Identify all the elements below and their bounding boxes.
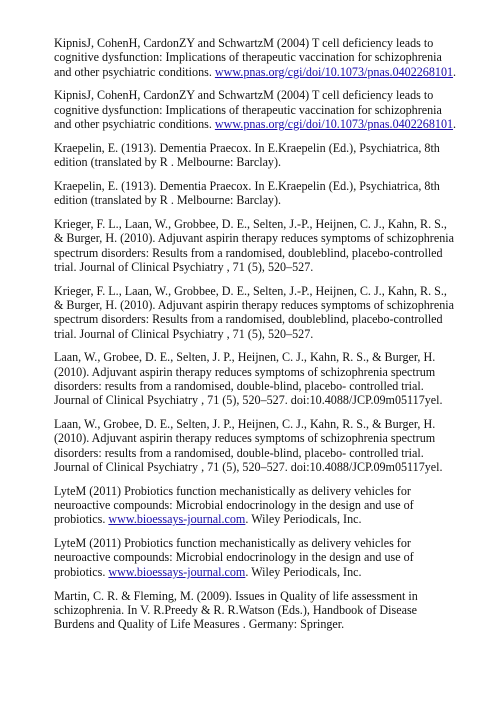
reference-line	[54, 217, 474, 231]
reference-line	[54, 231, 474, 245]
reference-text: disorders: results from a randomised, double-blind, placebo- controlled trial.	[54, 445, 424, 460]
reference-text: neuroactive compounds: Microbial endocrinology in the design and use of	[54, 498, 414, 513]
reference-entry	[54, 88, 474, 131]
reference-line	[54, 298, 474, 312]
reference-line	[54, 50, 474, 64]
reference-line	[54, 512, 474, 526]
reference-line	[54, 155, 474, 169]
reference-link[interactable]: www.pnas.org/cgi/doi/10.1073/pnas.0402268101	[214, 64, 454, 79]
reference-text: & Burger, H. (2010). Adjuvant aspirin therapy reduces symptoms of schizophrenia	[54, 231, 454, 246]
reference-link[interactable]: www.bioessays-journal.com	[108, 564, 246, 579]
reference-line	[54, 460, 474, 474]
reference-text: schizophrenia. In V. R.Preedy & R. R.Watson (Eds.), Handbook of Disease	[54, 602, 418, 617]
reference-text: Krieger, F. L., Laan, W., Grobbee, D. E., Selten, J.-P., Heijnen, C. J., Kahn, R. S.,	[54, 283, 447, 298]
reference-text: edition (translated by R . Melbourne: Barclay).	[54, 193, 282, 208]
reference-line	[54, 260, 474, 274]
reference-line	[54, 88, 474, 102]
reference-text: Laan, W., Grobee, D. E., Selten, J. P., Heijnen, C. J., Kahn, R. S., & Burger, H.	[54, 417, 436, 432]
reference-entry	[54, 179, 474, 208]
reference-text: disorders: results from a randomised, double-blind, placebo- controlled trial.	[54, 378, 424, 393]
reference-list	[54, 36, 474, 641]
reference-line	[54, 179, 474, 193]
reference-entry	[54, 417, 474, 474]
reference-text: Kraepelin, E. (1913). Dementia Praecox. In E.Kraepelin (Ed.), Psychiatrica, 8th	[54, 140, 440, 155]
reference-text: Kraepelin, E. (1913). Dementia Praecox. In E.Kraepelin (Ed.), Psychiatrica, 8th	[54, 178, 440, 193]
reference-text: spectrum disorders: Results from a randomised, doubleblind, placebo-controlled	[54, 245, 443, 260]
reference-line	[54, 141, 474, 155]
reference-line	[54, 327, 474, 341]
reference-entry	[54, 536, 474, 579]
reference-text: Krieger, F. L., Laan, W., Grobbee, D. E., Selten, J.-P., Heijnen, C. J., Kahn, R. S.,	[54, 216, 447, 231]
reference-line	[54, 284, 474, 298]
reference-entry	[54, 484, 474, 527]
reference-text: (2010). Adjuvant aspirin therapy reduces symptoms of schizophrenia spectrum	[54, 431, 436, 446]
reference-line	[54, 431, 474, 445]
reference-line	[54, 417, 474, 431]
reference-entry	[54, 284, 474, 341]
reference-text: LyteM (2011) Probiotics function mechanistically as delivery vehicles for	[54, 483, 411, 498]
reference-line	[54, 484, 474, 498]
reference-line	[54, 550, 474, 564]
reference-line	[54, 379, 474, 393]
reference-line	[54, 565, 474, 579]
reference-line	[54, 617, 474, 631]
reference-line	[54, 498, 474, 512]
reference-line	[54, 36, 474, 50]
reference-line	[54, 365, 474, 379]
reference-text-after-link: . Wiley Periodicals, Inc.	[245, 564, 362, 579]
reference-text: neuroactive compounds: Microbial endocrinology in the design and use of	[54, 550, 414, 565]
reference-entry	[54, 217, 474, 274]
reference-text: probiotics.	[54, 512, 109, 527]
reference-entry	[54, 589, 474, 632]
reference-text: edition (translated by R . Melbourne: Barclay).	[54, 155, 282, 170]
reference-text: (2010). Adjuvant aspirin therapy reduces symptoms of schizophrenia spectrum	[54, 364, 436, 379]
reference-line	[54, 193, 474, 207]
reference-text: Laan, W., Grobee, D. E., Selten, J. P., Heijnen, C. J., Kahn, R. S., & Burger, H.	[54, 350, 436, 365]
reference-text: trial. Journal of Clinical Psychiatry , 71 (5), 520–527.	[54, 259, 314, 274]
reference-text: LyteM (2011) Probiotics function mechanistically as delivery vehicles for	[54, 536, 411, 551]
reference-line	[54, 536, 474, 550]
reference-entry	[54, 36, 474, 79]
reference-line	[54, 589, 474, 603]
reference-text-after-link: .	[453, 116, 457, 131]
reference-line	[54, 117, 474, 131]
reference-entry	[54, 141, 474, 170]
reference-text: spectrum disorders: Results from a randomised, doubleblind, placebo-controlled	[54, 312, 443, 327]
reference-text-after-link: .	[453, 64, 457, 79]
reference-line	[54, 312, 474, 326]
reference-text: cognitive dysfunction: Implications of therapeutic vaccination for schizophrenia	[54, 102, 442, 117]
reference-text-after-link: . Wiley Periodicals, Inc.	[245, 512, 362, 527]
reference-text: KipnisJ, CohenH, CardonZY and SchwartzM (2004) T cell deficiency leads to	[54, 88, 434, 103]
reference-text: trial. Journal of Clinical Psychiatry , 71 (5), 520–527.	[54, 326, 314, 341]
reference-text: Martin, C. R. & Fleming, M. (2009). Issues in Quality of life assessment in	[54, 588, 418, 603]
reference-text: and other psychiatric conditions.	[54, 116, 215, 131]
reference-text: Journal of Clinical Psychiatry , 71 (5), 520–527. doi:10.4088/JCP.09m05117yel.	[54, 459, 443, 474]
reference-text: Journal of Clinical Psychiatry , 71 (5), 520–527. doi:10.4088/JCP.09m05117yel.	[54, 393, 443, 408]
reference-line	[54, 350, 474, 364]
reference-entry	[54, 350, 474, 407]
reference-text: cognitive dysfunction: Implications of therapeutic vaccination for schizophrenia	[54, 50, 442, 65]
reference-text: probiotics.	[54, 564, 109, 579]
reference-line	[54, 103, 474, 117]
reference-text: Burdens and Quality of Life Measures . Germany: Springer.	[54, 617, 345, 632]
reference-text: KipnisJ, CohenH, CardonZY and SchwartzM (2004) T cell deficiency leads to	[54, 36, 434, 50]
reference-line	[54, 65, 474, 79]
reference-text: and other psychiatric conditions.	[54, 64, 215, 79]
reference-link[interactable]: www.pnas.org/cgi/doi/10.1073/pnas.0402268101	[214, 116, 454, 131]
reference-link[interactable]: www.bioessays-journal.com	[108, 512, 246, 527]
reference-line	[54, 603, 474, 617]
reference-line	[54, 246, 474, 260]
reference-text: & Burger, H. (2010). Adjuvant aspirin therapy reduces symptoms of schizophrenia	[54, 297, 454, 312]
reference-line	[54, 446, 474, 460]
reference-line	[54, 393, 474, 407]
